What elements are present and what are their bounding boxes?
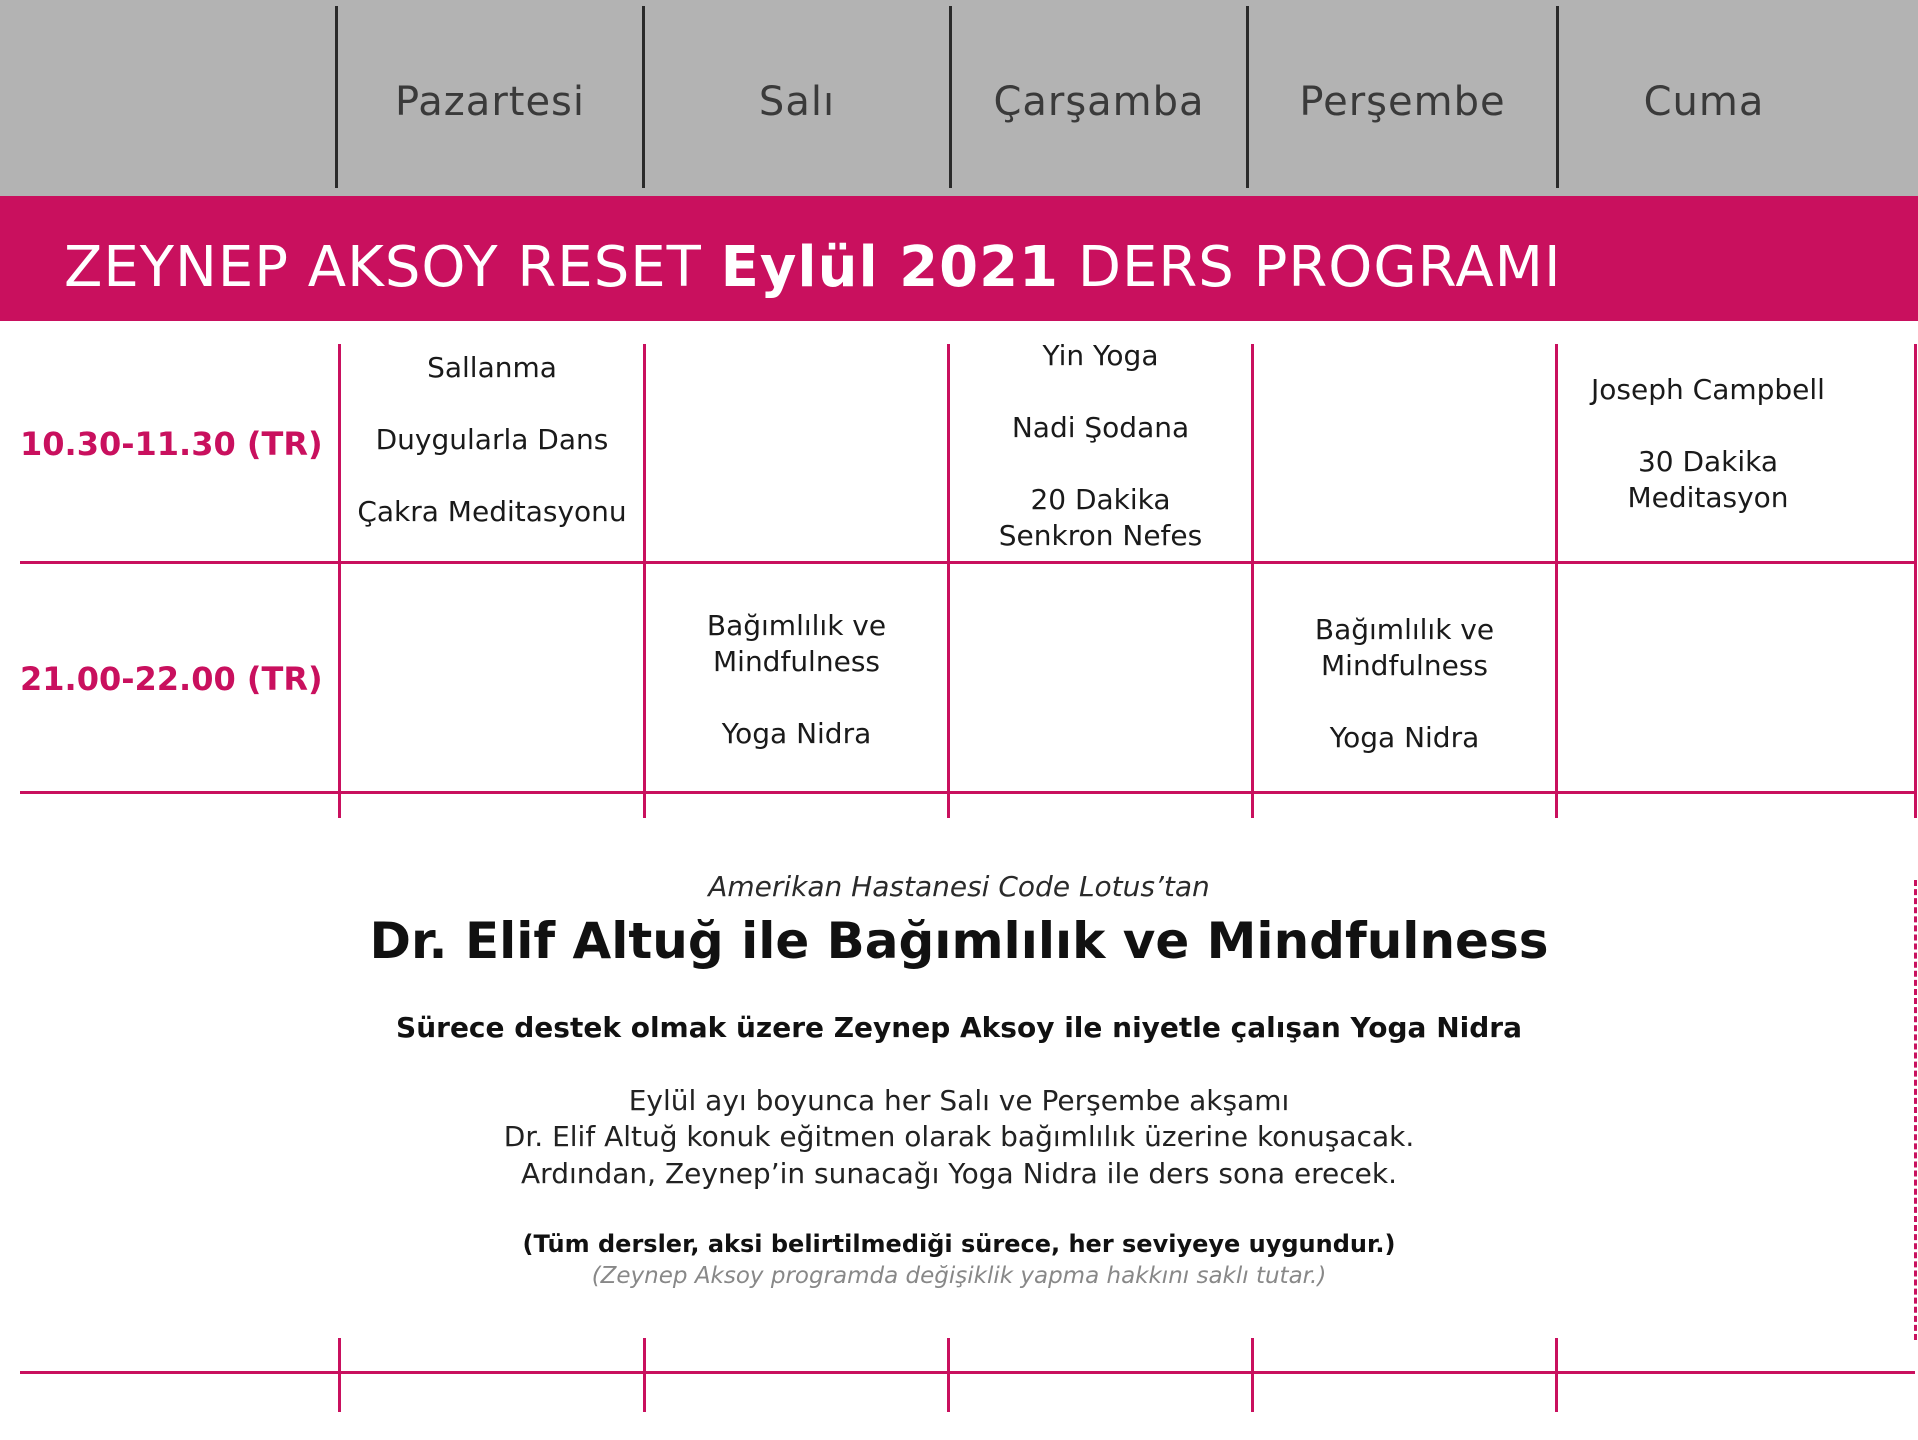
- day-monday: Pazartesi: [394, 79, 586, 125]
- cell-monday-morning: [341, 350, 643, 530]
- day-tuesday: Salı: [758, 79, 836, 125]
- info-disclaimer: (Zeynep Aksoy programda değişiklik yapma hakkını saklı tutar.): [591, 1263, 1327, 1289]
- cell-thursday-evening: [1254, 612, 1555, 756]
- info-body-line: Ardından, Zeynep’in sunacağı Yoga Nidra ile ders sona erecek.: [521, 1157, 1397, 1190]
- class-name: 20 Dakika: [1030, 483, 1171, 516]
- info-heading: Dr. Elif Altuğ ile Bağımlılık ve Mindfulness: [369, 912, 1549, 970]
- grid-column-line: [1914, 344, 1917, 818]
- grid-tick: [643, 1338, 646, 1412]
- grid-row-line: [20, 561, 1915, 564]
- time-slot-evening: 21.00-22.00 (TR): [20, 660, 323, 698]
- page-title: [64, 228, 1562, 308]
- class-name: Yoga Nidra: [1329, 721, 1480, 754]
- day-friday: Cuma: [1643, 79, 1765, 125]
- class-name: Bağımlılık ve: [1314, 613, 1495, 646]
- info-body-line: Dr. Elif Altuğ konuk eğitmen olarak bağımlılık üzerine konuşacak.: [503, 1120, 1415, 1153]
- info-note: (Tüm dersler, aksi belirtilmediği sürece, her seviyeye uygundur.): [522, 1230, 1396, 1258]
- class-name: Duygularla Dans: [375, 423, 609, 456]
- time-slot-morning: 10.30-11.30 (TR): [20, 425, 323, 463]
- title-part2: DERS PROGRAMI: [1059, 235, 1562, 300]
- title-part1: ZEYNEP AKSOY RESET: [64, 235, 721, 300]
- class-name: Mindfulness: [713, 645, 880, 678]
- day-wednesday: Çarşamba: [993, 79, 1205, 125]
- info-source: Amerikan Hastanesi Code Lotus’tan: [708, 870, 1210, 903]
- cell-friday-morning: [1558, 372, 1858, 516]
- class-name: Yin Yoga: [1042, 339, 1159, 372]
- grid-tick: [338, 1338, 341, 1412]
- class-name: Yoga Nidra: [721, 717, 872, 750]
- info-body-line: Eylül ayı boyunca her Salı ve Perşembe akşamı: [628, 1084, 1290, 1117]
- grid-row-line: [20, 791, 1915, 794]
- class-name: Çakra Meditasyonu: [357, 495, 627, 528]
- class-name: Meditasyon: [1627, 481, 1789, 514]
- cell-wednesday-morning: [950, 338, 1251, 554]
- grid-tick: [947, 1338, 950, 1412]
- class-name: Senkron Nefes: [998, 519, 1203, 552]
- title-month: Eylül 2021: [720, 235, 1060, 300]
- grid-tick: [1555, 1338, 1558, 1412]
- class-name: Sallanma: [427, 351, 557, 384]
- class-name: Nadi Şodana: [1011, 411, 1190, 444]
- grid-tick: [1251, 1338, 1254, 1412]
- grid-row-line: [20, 1371, 1915, 1374]
- class-name: Joseph Campbell: [1591, 373, 1825, 406]
- day-thursday: Perşembe: [1299, 79, 1506, 125]
- info-subheading: Sürece destek olmak üzere Zeynep Aksoy ile niyetle çalışan Yoga Nidra: [396, 1011, 1522, 1044]
- class-name: Mindfulness: [1321, 649, 1488, 682]
- cell-tuesday-evening: [646, 608, 947, 752]
- class-name: Bağımlılık ve: [706, 609, 887, 642]
- class-name: 30 Dakika: [1637, 445, 1779, 478]
